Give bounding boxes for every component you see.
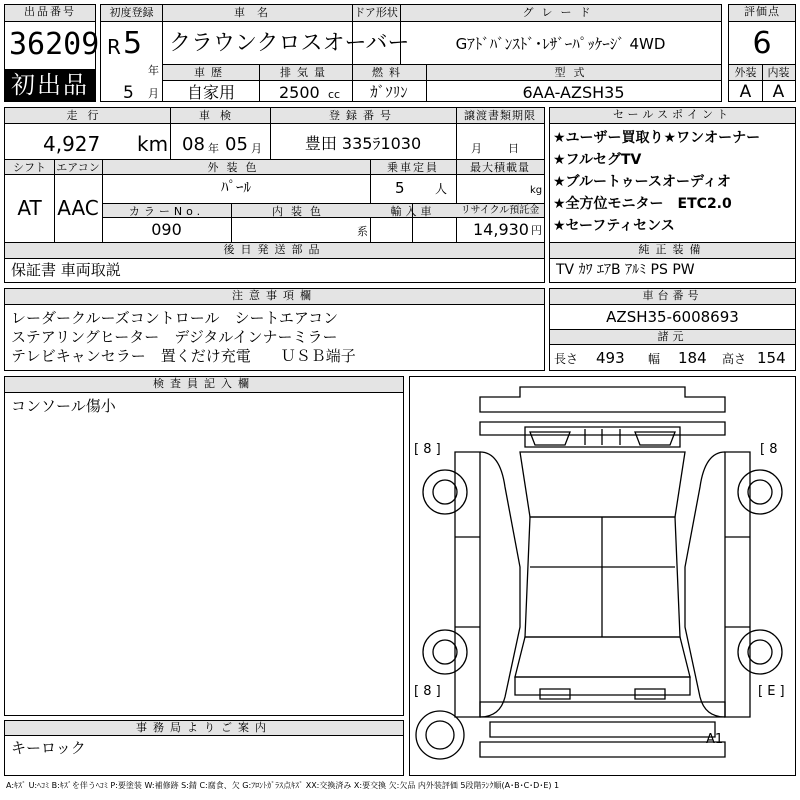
capacity-unit: 人: [435, 182, 448, 196]
car-trunk: [515, 677, 690, 695]
tire-rear-left: [423, 630, 467, 674]
notes-line: レーダークルーズコントロール シートエアコン: [11, 309, 339, 327]
exterior-color-label: 外装色: [207, 161, 265, 174]
model-label: 型式: [554, 66, 593, 79]
color-no-label: カラーNo.: [128, 205, 205, 218]
aircon-label: エアコン: [56, 161, 100, 174]
exterior-score-label: 外装: [734, 66, 757, 79]
car-diagram-box: [409, 376, 796, 776]
office-label: 事務局よりご案内: [5, 721, 403, 736]
tire-front-right: [738, 470, 782, 514]
notes-label: 注意事項欄: [5, 289, 544, 305]
exterior-color-value: ﾊﾟｰﾙ: [220, 178, 251, 196]
reg-number-value: 豊田 335ﾗ1030: [304, 134, 422, 153]
dimensions-label: 諸元: [550, 330, 795, 345]
inspection-year: 08: [182, 134, 205, 155]
reg-number-label: 登録番号: [329, 109, 397, 122]
shift-label: シフト: [13, 161, 46, 174]
chassis-value: AZSH35-6008693: [606, 308, 739, 326]
width-value: 184: [678, 349, 707, 367]
notes-line: ステアリングヒーター デジタルインナーミラー: [11, 328, 338, 346]
tire-fr-mark: [ 8: [760, 442, 778, 457]
transfer-docs-label: 譲渡書類期限: [464, 109, 536, 122]
inspector-value: コンソール傷小: [11, 397, 116, 415]
notes-line: テレビキャンセラー 置くだけ充電 ＵＳＢ端子: [11, 347, 356, 365]
car-name: クラウンクロスオーバー: [169, 31, 410, 56]
displacement-value: 2500: [279, 83, 320, 102]
vehicle-basic-box: [100, 4, 722, 102]
capacity-label: 乗車定員: [387, 161, 439, 174]
length-label: 長さ: [554, 352, 579, 366]
registration-year-unit: 年: [148, 64, 159, 77]
interior-score-label: 内装: [767, 66, 790, 79]
damage-mark: A1: [706, 732, 724, 747]
grade-value: Gｱﾄﾞﾊﾞﾝｽﾄﾞ･ﾚｻﾞｰﾊﾟｯｹｰｼﾞ 4WD: [455, 35, 666, 53]
sales-point-item: ★ブルートゥースオーディオ: [553, 174, 731, 190]
import-label: 輸入車: [390, 205, 436, 218]
score-label: 評価点: [729, 5, 795, 22]
capacity-value: 5: [395, 179, 405, 197]
fuel-value: ｶﾞｿﾘﾝ: [370, 83, 408, 101]
transfer-docs-day: 日: [508, 142, 519, 155]
width-label: 幅: [648, 352, 661, 366]
divider: [170, 108, 171, 159]
inspection-month-unit: 月: [251, 142, 262, 155]
tire-front-left: [423, 470, 467, 514]
registration-month-unit: 月: [148, 87, 159, 100]
later-parts-value: 保証書 車両取説: [11, 261, 121, 279]
sales-points-label: セールスポイント: [550, 108, 795, 124]
recycle-label: リサイクル預託金: [460, 205, 540, 216]
mileage-value: 4,927: [43, 132, 101, 156]
score-box: [728, 4, 796, 102]
history-value: 自家用: [186, 83, 235, 102]
car-windshield: [520, 452, 685, 517]
fuel-label: 燃料: [372, 66, 406, 79]
car-rear-bumper: [490, 722, 715, 737]
recycle-unit: 円: [531, 224, 542, 237]
vehicle-detail-box: [4, 107, 545, 283]
grade-label: グレード: [522, 6, 599, 19]
length-value: 493: [596, 349, 625, 367]
displacement-unit: cc: [328, 88, 341, 101]
sales-point-item: ★ユーザー買取り★ワンオーナー: [553, 130, 761, 146]
registration-label: 初度登録: [109, 6, 154, 19]
registration-month: 5: [123, 83, 134, 103]
lot-label: 出品番号: [5, 5, 95, 22]
car-headlight-left: [530, 432, 570, 445]
inspection-year-unit: 年: [208, 142, 219, 155]
car-rear-outline: [480, 702, 725, 717]
mileage-label: 走行: [66, 109, 109, 122]
car-taillight-left: [540, 689, 570, 699]
spare-tire: [416, 711, 464, 759]
recycle-value: 14,930: [473, 220, 529, 239]
car-name-label: 車名: [234, 6, 280, 19]
legend: A:ｷｽﾞ U:ﾍｺﾐ B:ｷｽﾞを伴うﾍｺﾐ P:要塗装 W:補修跡 S:錆 C:腐食、欠 G:ﾌﾛﾝﾄｶﾞﾗｽ点ｷｽﾞ XX:交換済み X:要交換 欠:欠品 内外装評価 5段階ﾗﾝｸ順(A･B･C･D･E) 1: [6, 781, 560, 790]
inspection-month: 05: [225, 134, 248, 155]
transfer-docs-month: 月: [471, 142, 482, 155]
color-no-value: 090: [151, 220, 182, 239]
office-value: キーロック: [11, 739, 86, 757]
history-label: 車歴: [194, 66, 228, 79]
car-taillight-right: [635, 689, 665, 699]
first-listing-badge: 初出品: [5, 69, 95, 101]
interior-color-unit: 系: [357, 225, 368, 238]
registration-era: R: [107, 35, 121, 59]
tire-rl-mark: [ 8 ]: [414, 684, 441, 699]
lot-box: [4, 4, 100, 102]
tire-rr-mark: [ E ]: [758, 684, 785, 699]
tire-rear-right: [738, 630, 782, 674]
registration-year: 5: [123, 26, 143, 61]
lot-number: 36209: [9, 27, 100, 62]
chassis-label: 車台番号: [550, 289, 795, 305]
tire-fl-mark: [ 8 ]: [414, 442, 441, 457]
max-load-label: 最大積載量: [470, 161, 530, 174]
inspection-label: 車検: [199, 109, 241, 122]
score-value: 6: [752, 26, 772, 61]
sales-points-box: [549, 107, 796, 283]
mileage-unit: km: [137, 132, 169, 156]
interior-color-label: 内装色: [272, 205, 329, 218]
sales-point-item: ★全方位モニター ETC2.0: [553, 196, 732, 212]
height-value: 154: [757, 349, 786, 367]
interior-score: A: [772, 82, 785, 102]
max-load-unit: kg: [530, 185, 543, 196]
inspector-box: [4, 376, 404, 716]
office-box: [4, 720, 404, 776]
chassis-box: [549, 288, 796, 371]
sales-point-item: ★セーフティセンス: [553, 218, 675, 234]
door-label: ドア形状: [354, 6, 398, 19]
height-label: 高さ: [722, 352, 747, 366]
notes-box: [4, 288, 545, 371]
later-parts-label: 後日発送部品: [5, 243, 544, 259]
equipment-label: 純正装備: [550, 243, 795, 259]
equipment-value: TV ｶﾜ ｴｱB ｱﾙﾐ PS PW: [556, 262, 695, 278]
car-diagram: [410, 377, 795, 775]
car-headlight-right: [635, 432, 675, 445]
shift-value: AT: [17, 196, 42, 220]
displacement-label: 排気量: [280, 66, 331, 79]
model-value: 6AA-AZSH35: [522, 83, 625, 102]
aircon-value: AAC: [57, 196, 99, 220]
car-roof-outline: [480, 387, 725, 412]
car-rear-window: [515, 637, 690, 677]
sales-point-item: ★フルセグTV: [553, 152, 642, 168]
inspector-label: 検査員記入欄: [5, 377, 403, 393]
exterior-score: A: [739, 82, 752, 102]
divider: [456, 108, 457, 159]
